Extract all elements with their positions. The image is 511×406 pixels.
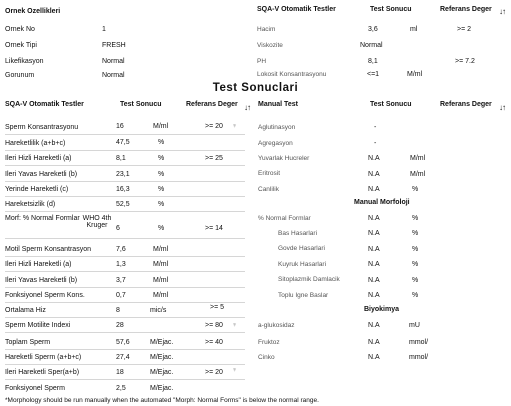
left-result: 28 — [116, 322, 124, 329]
right-header-test: Manual Test — [258, 101, 298, 108]
right-test: Cinko — [258, 354, 275, 361]
left-ref: >= 80 — [205, 322, 223, 329]
left-test: Ileri Yavas Hareketli (b) — [5, 277, 78, 284]
left-result: 1,3 — [116, 261, 126, 268]
right-result: N.A — [368, 155, 380, 162]
morph-standard-label: WHO 4th Kruger — [82, 215, 112, 230]
right-test: Canlilik — [258, 186, 279, 193]
right-result: N.A — [368, 322, 380, 329]
left-result: 16,3 — [116, 186, 130, 193]
right-test: Toplu Igne Baslar — [278, 292, 329, 299]
left-unit: M/ml — [153, 246, 169, 253]
left-unit: M/Ejac. — [150, 354, 174, 361]
right-result: N.A — [368, 215, 380, 222]
right-unit: % — [412, 215, 419, 222]
left-result: 57,6 — [116, 339, 130, 346]
left-header-result: Test Sonucu — [120, 101, 162, 108]
top-test-leukocyte: Lokosit Konsantrasyonu — [257, 71, 327, 78]
left-result: 18 — [116, 369, 124, 376]
left-test: Ileri Hareketli Sper(a+b) — [5, 369, 80, 376]
left-result: 8 — [116, 307, 120, 314]
sort-icon[interactable]: ↓↑ — [244, 103, 250, 112]
right-unit: % — [412, 292, 419, 299]
right-unit: % — [412, 277, 419, 284]
right-result: N.A — [368, 339, 380, 346]
left-unit: % — [158, 225, 165, 232]
left-test: Ileri Hizli Hareketli (a) — [5, 261, 72, 268]
top-header-result: Test Sonucu — [370, 6, 412, 13]
left-test: Fonksiyonel Sperm Kons. — [5, 292, 85, 299]
left-ref: >= 25 — [205, 155, 223, 162]
right-result: - — [374, 140, 377, 147]
top-result-volume: 3,6 — [368, 26, 378, 33]
left-header-test: SQA-V Otomatik Testler — [5, 101, 84, 108]
top-result-viscosity: Normal — [360, 42, 383, 49]
left-unit: % — [158, 186, 165, 193]
right-result: N.A — [368, 230, 380, 237]
left-result: 8,1 — [116, 155, 126, 162]
top-unit-volume: ml — [410, 26, 418, 33]
left-unit: mic/s — [150, 307, 167, 314]
top-test-ph: PH — [257, 58, 267, 65]
right-result: N.A — [368, 354, 380, 361]
left-test: Morf: % Normal Formlar — [5, 215, 80, 222]
top-test-volume: Hacim — [257, 26, 276, 33]
top-test-viscosity: Viskozite — [257, 42, 283, 49]
right-unit: mmol/ — [409, 339, 429, 346]
left-test: Fonksiyonel Sperm — [5, 385, 65, 392]
flag-mark-icon: ♆ — [232, 123, 238, 130]
left-test: Hareketsizlik (d) — [5, 201, 56, 208]
left-test: Ortalama Hiz — [5, 307, 46, 314]
left-result: 23,1 — [116, 171, 130, 178]
top-ref-volume: >= 2 — [457, 26, 472, 33]
left-result: 2,5 — [116, 385, 126, 392]
left-result: 52,5 — [116, 201, 130, 208]
right-test: Kuyruk Hasarlari — [278, 261, 327, 268]
sample-label-no: Ornek No — [5, 26, 35, 33]
right-result: - — [374, 124, 377, 131]
right-test: a-glukosidaz — [258, 322, 295, 329]
top-unit-leukocyte: M/ml — [407, 71, 423, 78]
left-test: Ileri Yavas Hareketli (b) — [5, 171, 78, 178]
sample-label-type: Ornek Tipi — [5, 42, 37, 49]
right-result: N.A — [368, 277, 380, 284]
left-header-ref: Referans Deger — [186, 101, 238, 108]
left-ref: >= 20 — [205, 369, 223, 376]
right-test: Eritrosit — [258, 170, 281, 177]
left-unit: M/ml — [153, 292, 169, 299]
right-test: Fruktoz — [258, 339, 280, 346]
left-unit: % — [158, 201, 165, 208]
left-result: 47,5 — [116, 139, 130, 146]
sample-label-liq: Likefikasyon — [5, 58, 44, 65]
sample-value-type: FRESH — [102, 42, 126, 49]
right-unit: mmol/ — [409, 354, 429, 361]
sample-value-no: 1 — [102, 26, 106, 33]
left-unit: % — [158, 139, 165, 146]
top-ref-ph: >= 7.2 — [455, 58, 475, 65]
left-ref: >= 40 — [205, 339, 223, 346]
right-result: N.A — [368, 292, 380, 299]
footnote: *Morphology should be run manually when the automated "Morph: Normal Forms" is below the normal range. — [5, 397, 319, 404]
right-unit: M/ml — [410, 171, 426, 178]
sample-label-app: Gorunum — [5, 72, 35, 79]
left-test: Sperm Motilite Indexi — [5, 322, 71, 329]
left-unit: M/Ejac. — [150, 369, 174, 376]
left-unit: M/ml — [153, 261, 169, 268]
right-unit: % — [412, 246, 419, 253]
top-header-test: SQA-V Otomatik Testler — [257, 6, 336, 13]
left-test: Motil Sperm Konsantrasyon — [5, 246, 91, 253]
page-title: Test Sonuclari — [212, 82, 299, 94]
manual-morphology-heading: Manual Morfoloji — [354, 199, 410, 206]
left-test: Sperm Konsantrasyonu — [5, 124, 79, 131]
right-result: N.A — [368, 186, 380, 193]
right-unit: % — [412, 186, 419, 193]
sample-value-app: Normal — [102, 72, 125, 79]
right-test: Agregasyon — [258, 140, 293, 147]
right-test: Yuvarlak Hucreler — [258, 155, 310, 162]
right-result: N.A — [368, 261, 380, 268]
left-result: 7,6 — [116, 246, 126, 253]
right-result: N.A — [368, 246, 380, 253]
right-unit: M/ml — [410, 155, 426, 162]
left-unit: % — [158, 171, 165, 178]
sort-icon[interactable]: ↓↑ — [499, 103, 505, 112]
top-header-ref: Referans Deger — [440, 6, 492, 13]
right-unit: % — [412, 230, 419, 237]
left-result: 16 — [116, 123, 124, 130]
sample-value-liq: Normal — [102, 58, 125, 65]
left-unit: M/Ejac. — [150, 385, 174, 392]
left-result: 0,7 — [116, 292, 126, 299]
left-test: Yerinde Hareketli (c) — [5, 186, 69, 193]
right-test: % Normal Formlar — [258, 215, 311, 222]
left-ref: >= 5 — [210, 304, 225, 311]
left-unit: M/ml — [153, 123, 169, 130]
right-test: Govde Hasarlari — [278, 245, 325, 252]
sample-heading: Ornek Ozellikleri — [5, 8, 61, 15]
left-result: 6 — [116, 225, 120, 232]
flag-mark-icon: ♆ — [232, 367, 238, 374]
left-unit: M/Ejac. — [150, 339, 174, 346]
biochemistry-heading: Biyokimya — [364, 306, 400, 313]
left-ref: >= 20 — [205, 123, 223, 130]
left-result: 27,4 — [116, 354, 130, 361]
top-result-ph: 8,1 — [368, 58, 378, 65]
left-unit: % — [158, 155, 165, 162]
left-test: Hareketlilik (a+b+c) — [5, 140, 66, 147]
left-test: Ileri Hizli Hareketli (a) — [5, 155, 72, 162]
right-result: N.A — [368, 171, 380, 178]
left-result: 3,7 — [116, 277, 126, 284]
left-ref: >= 14 — [205, 225, 223, 232]
left-test: Toplam Sperm — [5, 339, 51, 346]
top-result-leukocyte: <=1 — [367, 71, 380, 78]
right-header-ref: Referans Deger — [440, 101, 492, 108]
right-header-result: Test Sonucu — [370, 101, 412, 108]
right-test: Bas Hasarlari — [278, 230, 318, 237]
left-test: Hareketli Sperm (a+b+c) — [5, 354, 82, 361]
sort-icon[interactable]: ↓↑ — [499, 7, 505, 16]
flag-mark-icon: ♆ — [232, 322, 238, 329]
right-test: Sitoplazmik Damlacik — [278, 276, 340, 283]
left-unit: M/ml — [153, 277, 169, 284]
right-unit: mU — [409, 322, 420, 329]
right-test: Aglutinasyon — [258, 124, 296, 131]
right-unit: % — [412, 261, 419, 268]
